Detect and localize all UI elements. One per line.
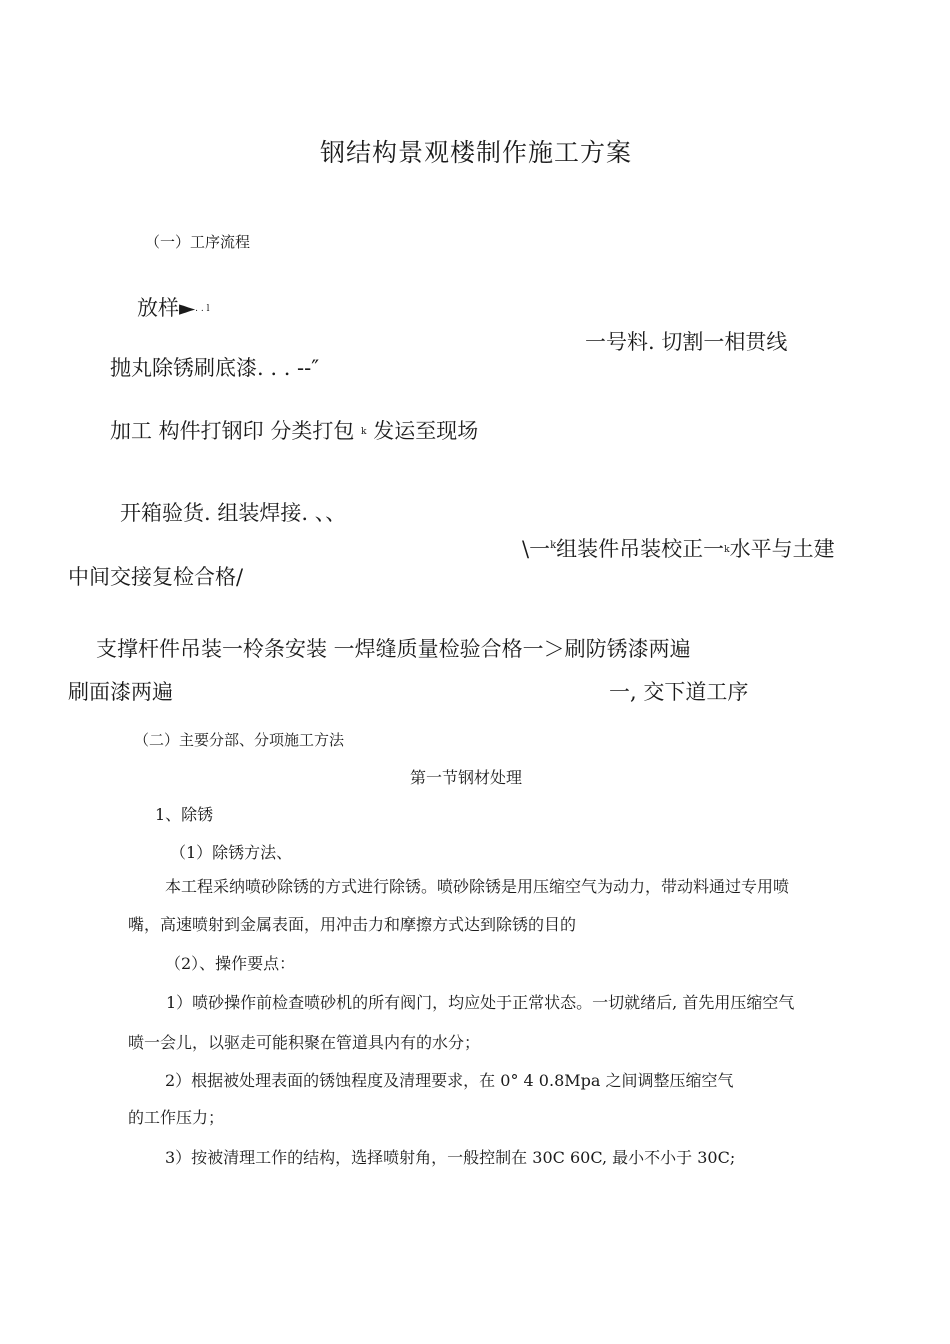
flow-line-9-right: 一, 交下道工序 xyxy=(609,680,749,704)
flow-line-6 xyxy=(522,539,835,560)
item-subheading-method: （1）除锈方法、 xyxy=(170,843,293,862)
paragraph-line: 嘴，高速喷射到金属表面，用冲击力和摩擦方式达到除锈的目的 xyxy=(128,915,577,934)
flow-line-9-left: 刷面漆两遍 xyxy=(68,680,173,704)
flow-steps-processing: 加工 构件打钢印 分类打包 xyxy=(110,419,355,443)
flow-arrow-mark: k xyxy=(724,545,730,555)
section-heading-methods: （二）主要分部、分项施工方法 xyxy=(134,731,345,749)
paragraph-line: 本工程采纳喷砂除锈的方式进行除锈。喷砂除锈是用压缩空气为动力，带动料通过专用喷 xyxy=(165,877,790,896)
paragraph-line: 3）按被清理工作的结构，选择喷射角，一般控制在 30C 60C, 最小不小于 30C; xyxy=(165,1148,736,1167)
flow-arrow-mark: k xyxy=(361,427,367,437)
item-subheading-key-points: （2）、操作要点： xyxy=(165,954,296,973)
item-heading-rust-removal: 1、除锈 xyxy=(155,805,214,824)
paragraph-line: 的工作压力； xyxy=(128,1108,225,1127)
flow-line-3: 抛丸除锈刷底漆. . . --″ xyxy=(110,356,320,380)
flow-line-8: 支撑杆件吊装一柃条安装 一焊缝质量检验合格一＞刷防锈漆两遍 xyxy=(96,637,691,661)
flow-arrow-prefix: \一 xyxy=(522,537,551,561)
flow-step-layout: 放样► xyxy=(137,296,196,320)
flow-arrow-mark: . . l xyxy=(195,304,210,314)
flow-line-4 xyxy=(110,421,478,442)
flow-line-5: 开箱验货. 组装焊接. 、、 xyxy=(120,501,347,525)
subsection-title: 第一节钢材处理 xyxy=(410,768,523,787)
section-heading-process-flow: （一）工序流程 xyxy=(145,233,251,251)
paragraph-line: 喷一会儿，以驱走可能积聚在管道具内有的水分； xyxy=(128,1033,481,1052)
flow-step-hoist: 组装件吊装校正一 xyxy=(556,537,725,561)
flow-line-2: 一号料. 切割一相贯线 xyxy=(585,330,788,354)
document-title: 钢结构景观楼制作施工方案 xyxy=(320,138,633,167)
paragraph-line: 1）喷砂操作前检查喷砂机的所有阀门，均应处于正常状态。一切就绪后, 首先用压缩空气 xyxy=(166,993,795,1012)
paragraph-line: 2）根据被处理表面的锈蚀程度及清理要求，在 0° 4 0.8Mpa 之间调整压缩空气 xyxy=(165,1071,734,1090)
flow-line-7: 中间交接复检合格/ xyxy=(68,565,244,589)
flow-step-ship: 发运至现场 xyxy=(373,419,479,443)
flow-line-1 xyxy=(137,298,209,319)
flow-step-level: 水平与土建 xyxy=(729,537,835,561)
flow-arrow-mark: k xyxy=(550,540,557,551)
